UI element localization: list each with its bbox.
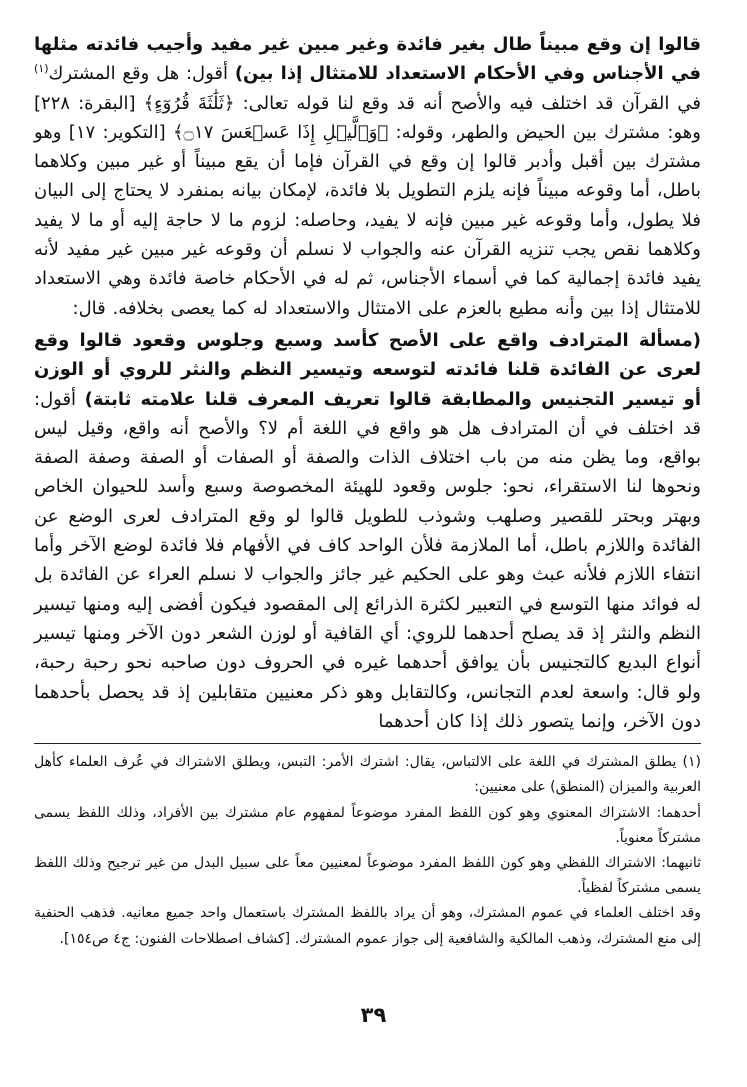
footnote-line: وقد اختلف العلماء في عموم المشترك، وهو أن يراد باللفظ المشترك باستعمال واحد جميع معانيه. فذهب الحنفية إلى منع المشترك، وذهب المالكية والشافعية إلى جواز عموم المشترك. [كشاف اصطلاحات الفنون: ج٤ ص١٥٤]. <box>34 905 701 947</box>
footnote-divider <box>34 743 701 744</box>
main-text <box>34 30 701 736</box>
footnote-marker: (١) <box>34 62 49 76</box>
matn-quote: (مسألة المترادف واقع على الأصح كأسد وسبع وجلوس وقعود قالوا وقع لعرى عن الفائدة قلنا فائدته لتوسعه وتيسير النظم والنثر للروي أو الوزن أو تيسير التجنيس والمطابقة قالوا تعريف المعرف قلنا علامته ثابتة) <box>34 329 701 410</box>
matn-quote: قالوا إن وقع مبيناً طال بغير فائدة وغير مبين غير مفيد وأجيب فائدته مثلها في الأجناس وفي الأحكام الاستعداد للامتثال إذا بين) <box>34 34 702 85</box>
paragraph-synonym <box>34 326 701 736</box>
footnote-line: ثانيهما: الاشتراك اللفظي وهو كون اللفظ المفرد موضوعاً لمعنيين معاً على سبيل البدل من غير ترجيح وذلك اللفظ يسمى مشتركاً لفظياً. <box>34 854 701 897</box>
paragraph-common-word <box>34 30 701 323</box>
footnote-line: (١) يطلق المشترك في اللغة على الالتباس، يقال: اشترك الأمر: التبس، ويطلق الاشتراك في عُرف العلماء كأهل العربية والميزان (المنطق) على معنيين: <box>34 754 701 796</box>
footnotes <box>34 750 701 952</box>
footnote-line: أحدهما: الاشتراك المعنوي وهو كون اللفظ المفرد موضوعاً لمفهوم عام مشترك بين الأفراد، وذلك اللفظ يسمى مشتركاً معنوياً. <box>34 804 701 846</box>
commentary-text: في القرآن قد اختلف فيه والأصح أنه قد وقع لنا قوله تعالى: ﴿ثَلَٰثَةَ قُرُوٓءٍ﴾ [البقرة: ٢٢٨] وهو: مشترك بين الحيض والطهر، وقوله: ﴿وَٱلَّيۡلِ إِذَا عَسۡعَسَ ۝١٧﴾ [التكوير: ١٧] وهو مشترك بين أقبل وأدبر قالوا إن وقع في القرآن فإما أن يقع مبيناً أو غير مبين وكلاهما باطل، أما وقوعه مبيناً فإنه يلزم التطويل بلا فائدة، لإمكان بيانه بمنفرد لا يحتاج إلى البيان فلا يطول، وأما وقوعه غير مبين فإنه لا يفيد، وحاصله: لزوم ما لا حاجة إليه أو ما لا يفيد وكلاهما نقص يجب تنزيه القرآن عنه والجواب لا نسلم أن وقوعه غير مبين غير مفيد لأنه يفيد فائدة إجمالية كما في أسماء الأجناس، ثم له في الأحكام خاصة فائدة وهي الاستعداد للامتثال إذا بين وأنه مطيع بالعزم على الامتثال والاستعداد له كما يعصى بخلافه. قال: <box>34 92 701 319</box>
page-number: ٣٩ <box>360 1003 387 1027</box>
commentary-text: أقول: قد اختلف في أن المترادف هل هو واقع في اللغة أم لا؟ والأصح أنه واقع، وقيل ليس بواقع، وما يظن منه من باب اختلاف الذات والصفة أو الصفات أو الصفة وصفة الصفة ونحوها لنا الاستقراء، نحو: جلوس وقعود للهيئة المخصوصة وسبع وأسد للحيوان الخاص وبهتر وبحتر للقصير وصلهب وشوذب للطويل قالوا لو وقع المترادف لعرى الوضع عن الفائدة واللازم باطل، أما الملازمة فلأن الواحد كاف في الأفهام فلا فائدة لوضع الآخر وأما انتفاء اللازم فلأنه عبث وهو على الحكيم غير جائز والجواب لا نسلم العراء عن الفائدة بل له فوائد منها التوسع في التعبير لكثرة الذرائع إلى المقصود فيكون أفضى إليه ومنها تيسير النظم والنثر إذ قد يصلح أحدهما للروي: أي القافية أو لوزن الشعر دون الآخر ومنها تيسير أنواع البديع كالتجنيس بأن يوافق أحدهما غيره في الحروف دون صاحبه نحو رحبة رحبة، ولو قال: واسعة لعدم التجانس، وكالتقابل وهو ذكر معنيين متقابلين إذ قد يحصل بأحدهما دون الآخر، وإنما يتصور ذلك إذا كان أحدهما <box>34 388 701 732</box>
commentary-text: أقول: هل وقع المشترك <box>48 63 235 85</box>
